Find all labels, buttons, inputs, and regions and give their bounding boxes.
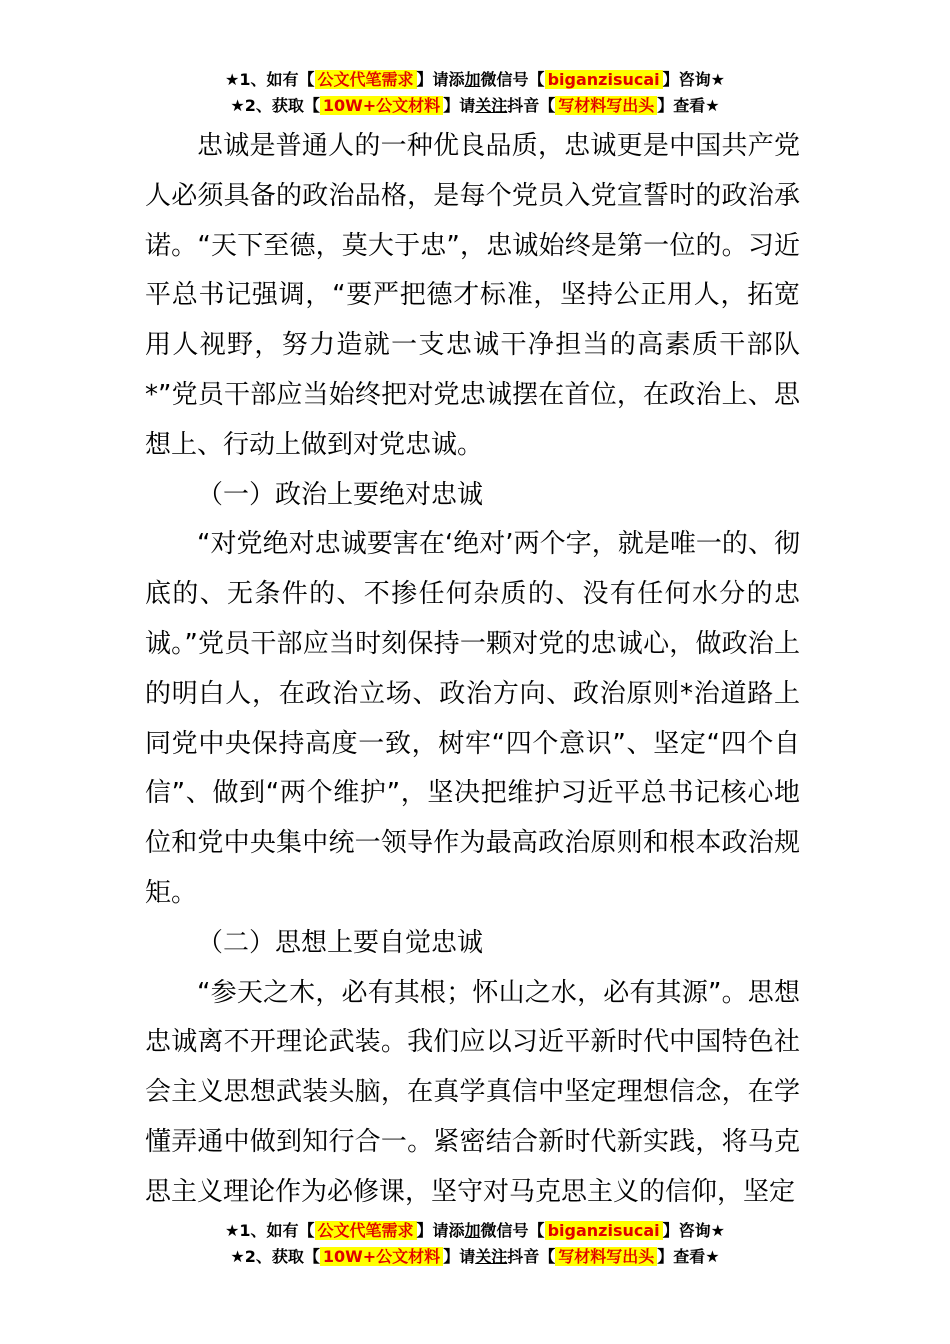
banner-text: 微信号【: [480, 70, 545, 89]
banner-text: 】咨询★: [662, 70, 725, 89]
banner-highlight: 公文代笔需求: [315, 70, 417, 89]
banner-text: 】请添: [416, 70, 465, 89]
banner-text: 】请: [443, 96, 476, 115]
banner-underlined: 关注: [475, 1247, 508, 1266]
banner-line-1: [0, 1218, 950, 1244]
banner-line-1: [0, 67, 950, 93]
banner-line-2: [0, 1244, 950, 1270]
banner-underlined: 加: [464, 1221, 481, 1240]
paragraph: 忠诚是普通人的一种优良品质，忠诚更是中国共产党人必须具备的政治品格，是每个党员入党宣誓时的政治承诺。“天下至德，莫大于忠”，忠诚始终是第一位的。习近平总书记强调，“要严把德才标准，坚持公正用人，拓宽用人视野，努力造就一支忠诚干净担当的高素质干部队*”党员干部应当始终把对党忠诚摆在首位，在政治上、思想上、行动上做到对党忠诚。: [145, 131, 800, 460]
banner-highlight: biganzisucai: [545, 1221, 663, 1240]
banner-text: 】查看★: [657, 1247, 720, 1266]
section-heading: （一）政治上要绝对忠诚: [197, 479, 484, 510]
banner-highlight: 10W+公文材料: [320, 1247, 443, 1266]
banner-highlight: biganzisucai: [545, 70, 663, 89]
banner-text: ★1、如有【: [225, 70, 315, 89]
banner-text: ★1、如有【: [225, 1221, 315, 1240]
banner-text: 抖音【: [507, 96, 556, 115]
banner-highlight: 写材料写出头: [555, 1247, 657, 1266]
banner-highlight: 公文代笔需求: [315, 1221, 417, 1240]
banner-line-2: [0, 93, 950, 119]
document-body: [145, 122, 800, 1218]
banner-underlined: 关注: [475, 96, 508, 115]
banner-underlined: 加: [464, 70, 481, 89]
banner-highlight: 10W+公文材料: [320, 96, 443, 115]
banner-text: 微信号【: [480, 1221, 545, 1240]
banner-highlight: 写材料写出头: [555, 96, 657, 115]
banner-text: 】请添: [416, 1221, 465, 1240]
banner-text: ★2、获取【: [230, 96, 320, 115]
banner-text: 】查看★: [657, 96, 720, 115]
banner-text: ★2、获取【: [230, 1247, 320, 1266]
footer-banner: [0, 1218, 950, 1270]
header-banner: [0, 67, 950, 119]
section-heading: （二）思想上要自觉忠诚: [197, 927, 484, 958]
banner-text: 】请: [443, 1247, 476, 1266]
paragraph: “参天之木，必有其根；怀山之水，必有其源”。思想忠诚离不开理论武装。我们应以习近平新时代中国特色社会主义思想武装头脑，在真学真信中坚定理想信念，在学懂弄通中做到知行合一。紧密结合新时代新实践，将马克思主义理论作为必修课，坚守对马克思主义的信仰，坚定: [145, 977, 800, 1207]
banner-text: 】咨询★: [662, 1221, 725, 1240]
paragraph: “对党绝对忠诚要害在‘绝对’两个字，就是唯一的、彻底的、无条件的、不掺任何杂质的、没有任何水分的忠诚。”党员干部应当时刻保持一颗对党的忠诚心，做政治上的明白人，在政治立场、政治方向、政治原则*治道路上同党中央保持高度一致，树牢“四个意识”、坚定“四个自信”、做到“两个维护”，坚决把维护习近平总书记核心地位和党中央集中统一领导作为最高政治原则和根本政治规矩。: [145, 529, 800, 908]
banner-text: 抖音【: [507, 1247, 556, 1266]
